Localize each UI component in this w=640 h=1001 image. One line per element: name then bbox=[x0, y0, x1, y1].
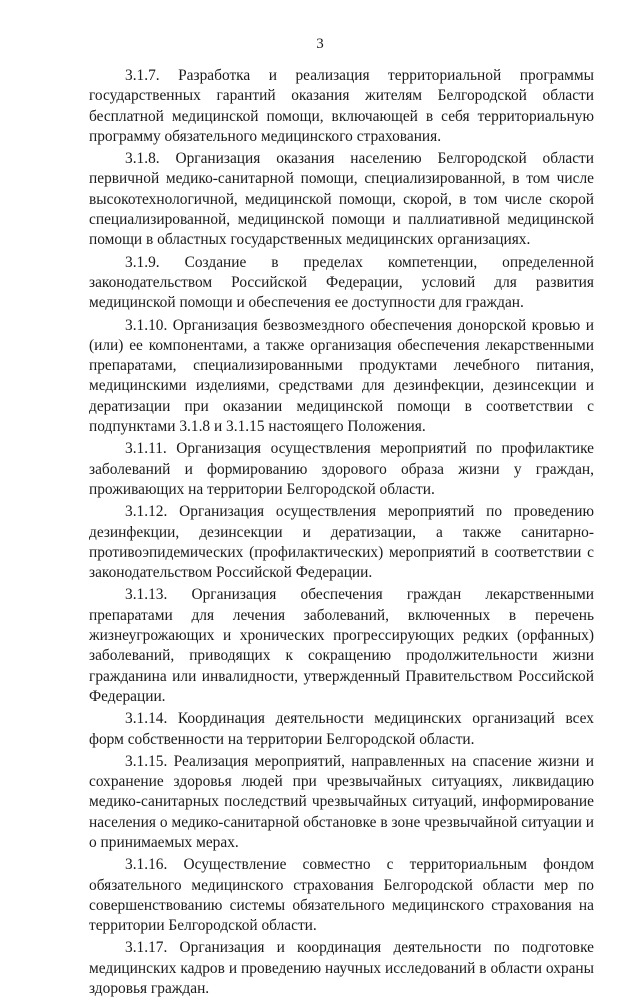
paragraph-3-1-12: 3.1.12. Организация осуществления мероприятий по проведению дезинфекции, дезинсекции и дератизации, а также санитарно-противоэпидемических (профилактических) мероприятий в соответствии с законодательством Российской Федерации. bbox=[89, 503, 594, 582]
paragraph-3-1-13: 3.1.13. Организация обеспечения граждан лекарственными препаратами для лечения заболеваний, включенных в перечень жизнеугрожающих и хронических прогрессирующих редких (орфанных) заболеваний, приводящих к сокращению продолжительности жизни гражданина или инвалидности, утвержденный Правительством Российской Федерации. bbox=[89, 586, 594, 705]
paragraph-3-1-14: 3.1.14. Координация деятельности медицинских организаций всех форм собственности на территории Белгородской области. bbox=[89, 710, 594, 748]
paragraph-3-1-11: 3.1.11. Организация осуществления мероприятий по профилактике заболеваний и формированию здорового образа жизни у граждан, проживающих на территории Белгородской области. bbox=[89, 440, 594, 498]
paragraph-3-1-7: 3.1.7. Разработка и реализация территориальной программы государственных гарантий оказания жителям Белгородской области бесплатной медицинской помощи, включающей в себя территориальную программу обязательного медицинского страхования. bbox=[89, 67, 594, 145]
document-body bbox=[89, 66, 594, 1001]
paragraph-3-1-10: 3.1.10. Организация безвозмездного обеспечения донорской кровью и (или) ее компонентами, а также организация обеспечения лекарственными препаратами, специализированными продуктами лечебного питания, медицинскими изделиями, средствами для дезинфекции, дезинсекции и дератизации при оказании медицинской помощи в соответствии с подпунктами 3.1.8 и 3.1.15 настоящего Положения. bbox=[89, 316, 594, 436]
page-number: 3 bbox=[316, 36, 324, 52]
paragraph-3-1-17: 3.1.17. Организация и координация деятельности по подготовке медицинских кадров и проведению научных исследований в области охраны здоровья граждан. bbox=[89, 939, 594, 998]
paragraph-3-1-8: 3.1.8. Организация оказания населению Белгородской области первичной медико-санитарной помощи, специализированной, в том числе высокотехнологичной, медицинской помощи, скорой, в том числе скорой специализированной, медицинской помощи и паллиативной медицинской помощи в областных государственных медицинских организациях. bbox=[89, 150, 594, 249]
paragraph-3-1-15: 3.1.15. Реализация мероприятий, направленных на спасение жизни и сохранение здоровья людей при чрезвычайных ситуациях, ликвидацию медико-санитарных последствий чрезвычайных ситуаций, информирование населения о медико-санитарной обстановке в зоне чрезвычайной ситуации и о принимаемых мерах. bbox=[89, 752, 594, 851]
paragraph-3-1-16: 3.1.16. Осуществление совместно с территориальным фондом обязательного медицинского страхования Белгородской области мер по совершенствованию системы обязательного медицинского страхования на территории Белгородской области. bbox=[89, 856, 594, 935]
paragraph-3-1-9: 3.1.9. Создание в пределах компетенции, определенной законодательством Российской Федерации, условий для развития медицинской помощи и обеспечения ее доступности для граждан. bbox=[89, 253, 594, 312]
